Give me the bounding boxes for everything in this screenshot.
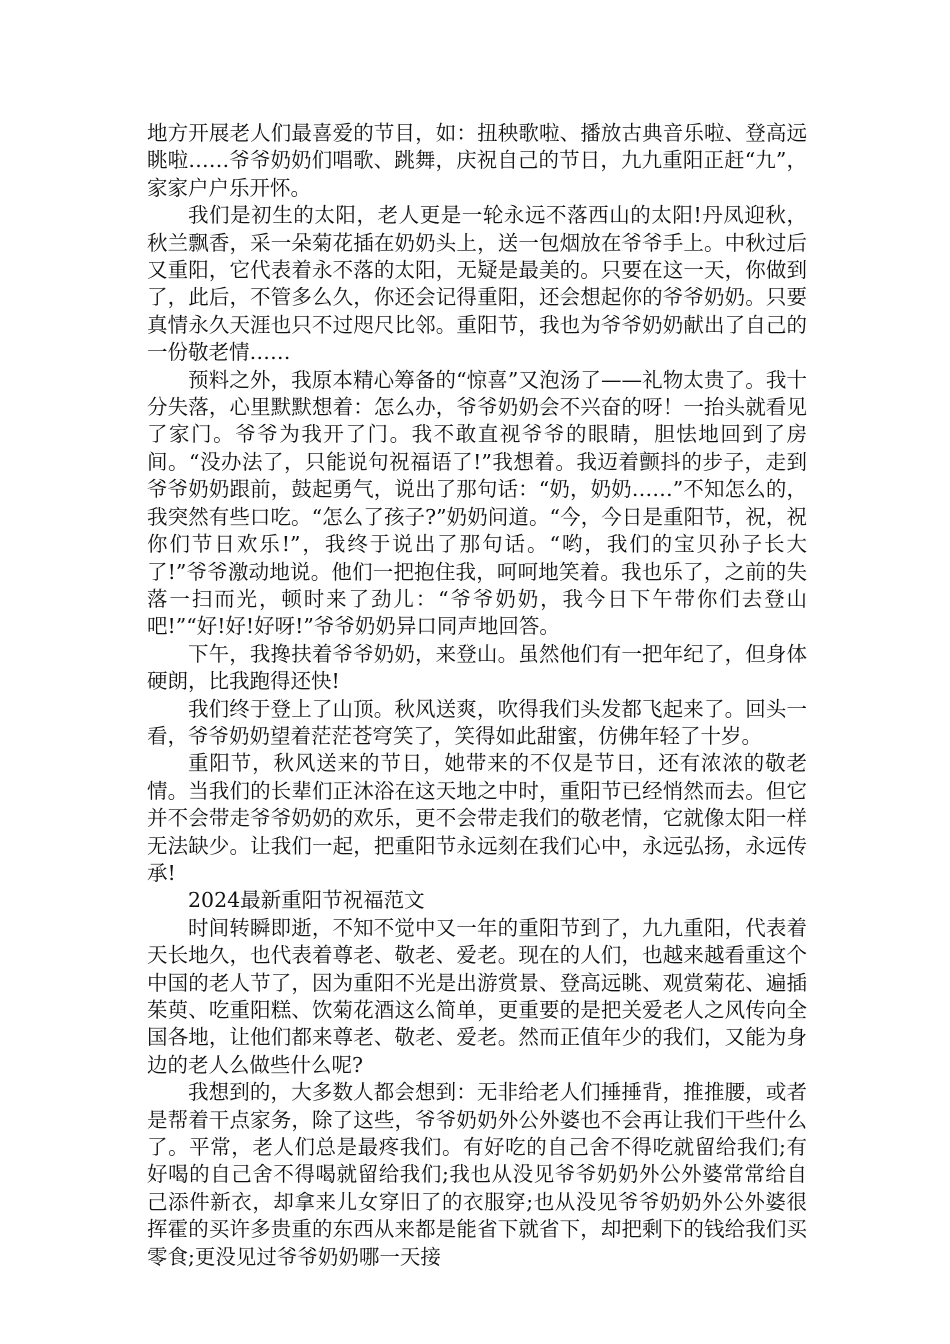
paragraph: 我们终于登上了山顶。秋风送爽，吹得我们头发都飞起来了。回头一看，爷爷奶奶望着茫茫苍穹笑了，笑得如此甜蜜，仿佛年轻了十岁。	[147, 696, 807, 748]
paragraph: 我们是初生的太阳，老人更是一轮永远不落西山的太阳!丹凤迎秋，秋兰飘香，采一朵菊花插在奶奶头上，送一包烟放在爷爷手上。中秋过后又重阳，它代表着永不落的太阳，无疑是最美的。只要在这一天，你做到了，此后，不管多么久，你还会记得重阳，还会想起你的爷爷奶奶。只要真情永久天涯也只不过咫尺比邻。重阳节，我也为爷爷奶奶献出了自己的一份敬老情……	[147, 203, 807, 365]
paragraph-continued: 地方开展老人们最喜爱的节目，如：扭秧歌啦、播放古典音乐啦、登高远眺啦……爷爷奶奶们唱歌、跳舞，庆祝自己的节日，九九重阳正赶“九”，家家户户乐开怀。	[147, 121, 807, 200]
paragraph: 下午，我搀扶着爷爷奶奶，来登山。虽然他们有一把年纪了，但身体硬朗，比我跑得还快!	[147, 641, 807, 694]
paragraph: 我想到的，大多数人都会想到：无非给老人们捶捶背，推推腰，或者是帮着干点家务，除了这些，爷爷奶奶外公外婆也不会再让我们干些什么了。平常，老人们总是最疼我们。有好吃的自己舍不得吃就留给我们;有好喝的自己舍不得喝就留给我们;我也从没见爷爷奶奶外公外婆常常给自己添件新衣，却拿来儿女穿旧了的衣服穿;也从没见爷爷奶奶外公外婆很挥霍的买许多贵重的东西从来都是能省下就省下，却把剩下的钱给我们买零食;更没见过爷爷奶奶哪一天接	[147, 1080, 807, 1269]
paragraph: 预料之外，我原本精心筹备的“惊喜”又泡汤了——礼物太贵了。我十分失落，心里默默想着：怎么办，爷爷奶奶会不兴奋的呀！一抬头就看见了家门。爷爷为我开了门。我不敢直视爷爷的眼睛，胆怯地回到了房间。“没办法了，只能说句祝福语了!”我想着。我迈着颤抖的步子，走到爷爷奶奶跟前，鼓起勇气，说出了那句话：“奶，奶奶……”不知怎么的，我突然有些口吃。“怎么了孩子?”奶奶问道。“今，今日是重阳节，祝，祝你们节日欢乐!”，我终于说出了那句话。“哟，我们的宝贝孙子长大了!”爷爷激动地说。他们一把抱住我，呵呵地笑着。我也乐了，之前的失落一扫而光，顿时来了劲儿：“爷爷奶奶，我今日下午带你们去登山吧!”“好!好!好呀!”爷爷奶奶异口同声地回答。	[147, 367, 807, 639]
paragraph: 重阳节，秋风送来的节日，她带来的不仅是节日，还有浓浓的敬老情。当我们的长辈们正沐浴在这天地之中时，重阳节已经悄然而去。但它并不会带走爷爷奶奶的欢乐，更不会带走我们的敬老情，它就像太阳一样无法缺少。让我们一起，把重阳节永远刻在我们心中，永远弘扬，永远传承!	[147, 751, 807, 885]
document-body	[147, 120, 807, 1271]
paragraph: 时间转瞬即逝，不知不觉中又一年的重阳节到了，九九重阳，代表着天长地久，也代表着尊老、敬老、爱老。现在的人们，也越来越看重这个中国的老人节了，因为重阳不光是出游赏景、登高远眺、观赏菊花、遍插茱萸、吃重阳糕、饮菊花酒这么简单，更重要的是把关爱老人之风传向全国各地，让他们都来尊老、敬老、爱老。然而正值年少的我们，又能为身边的老人么做些什么呢?	[147, 915, 807, 1077]
section-heading: 2024最新重阳节祝福范文	[188, 888, 425, 913]
